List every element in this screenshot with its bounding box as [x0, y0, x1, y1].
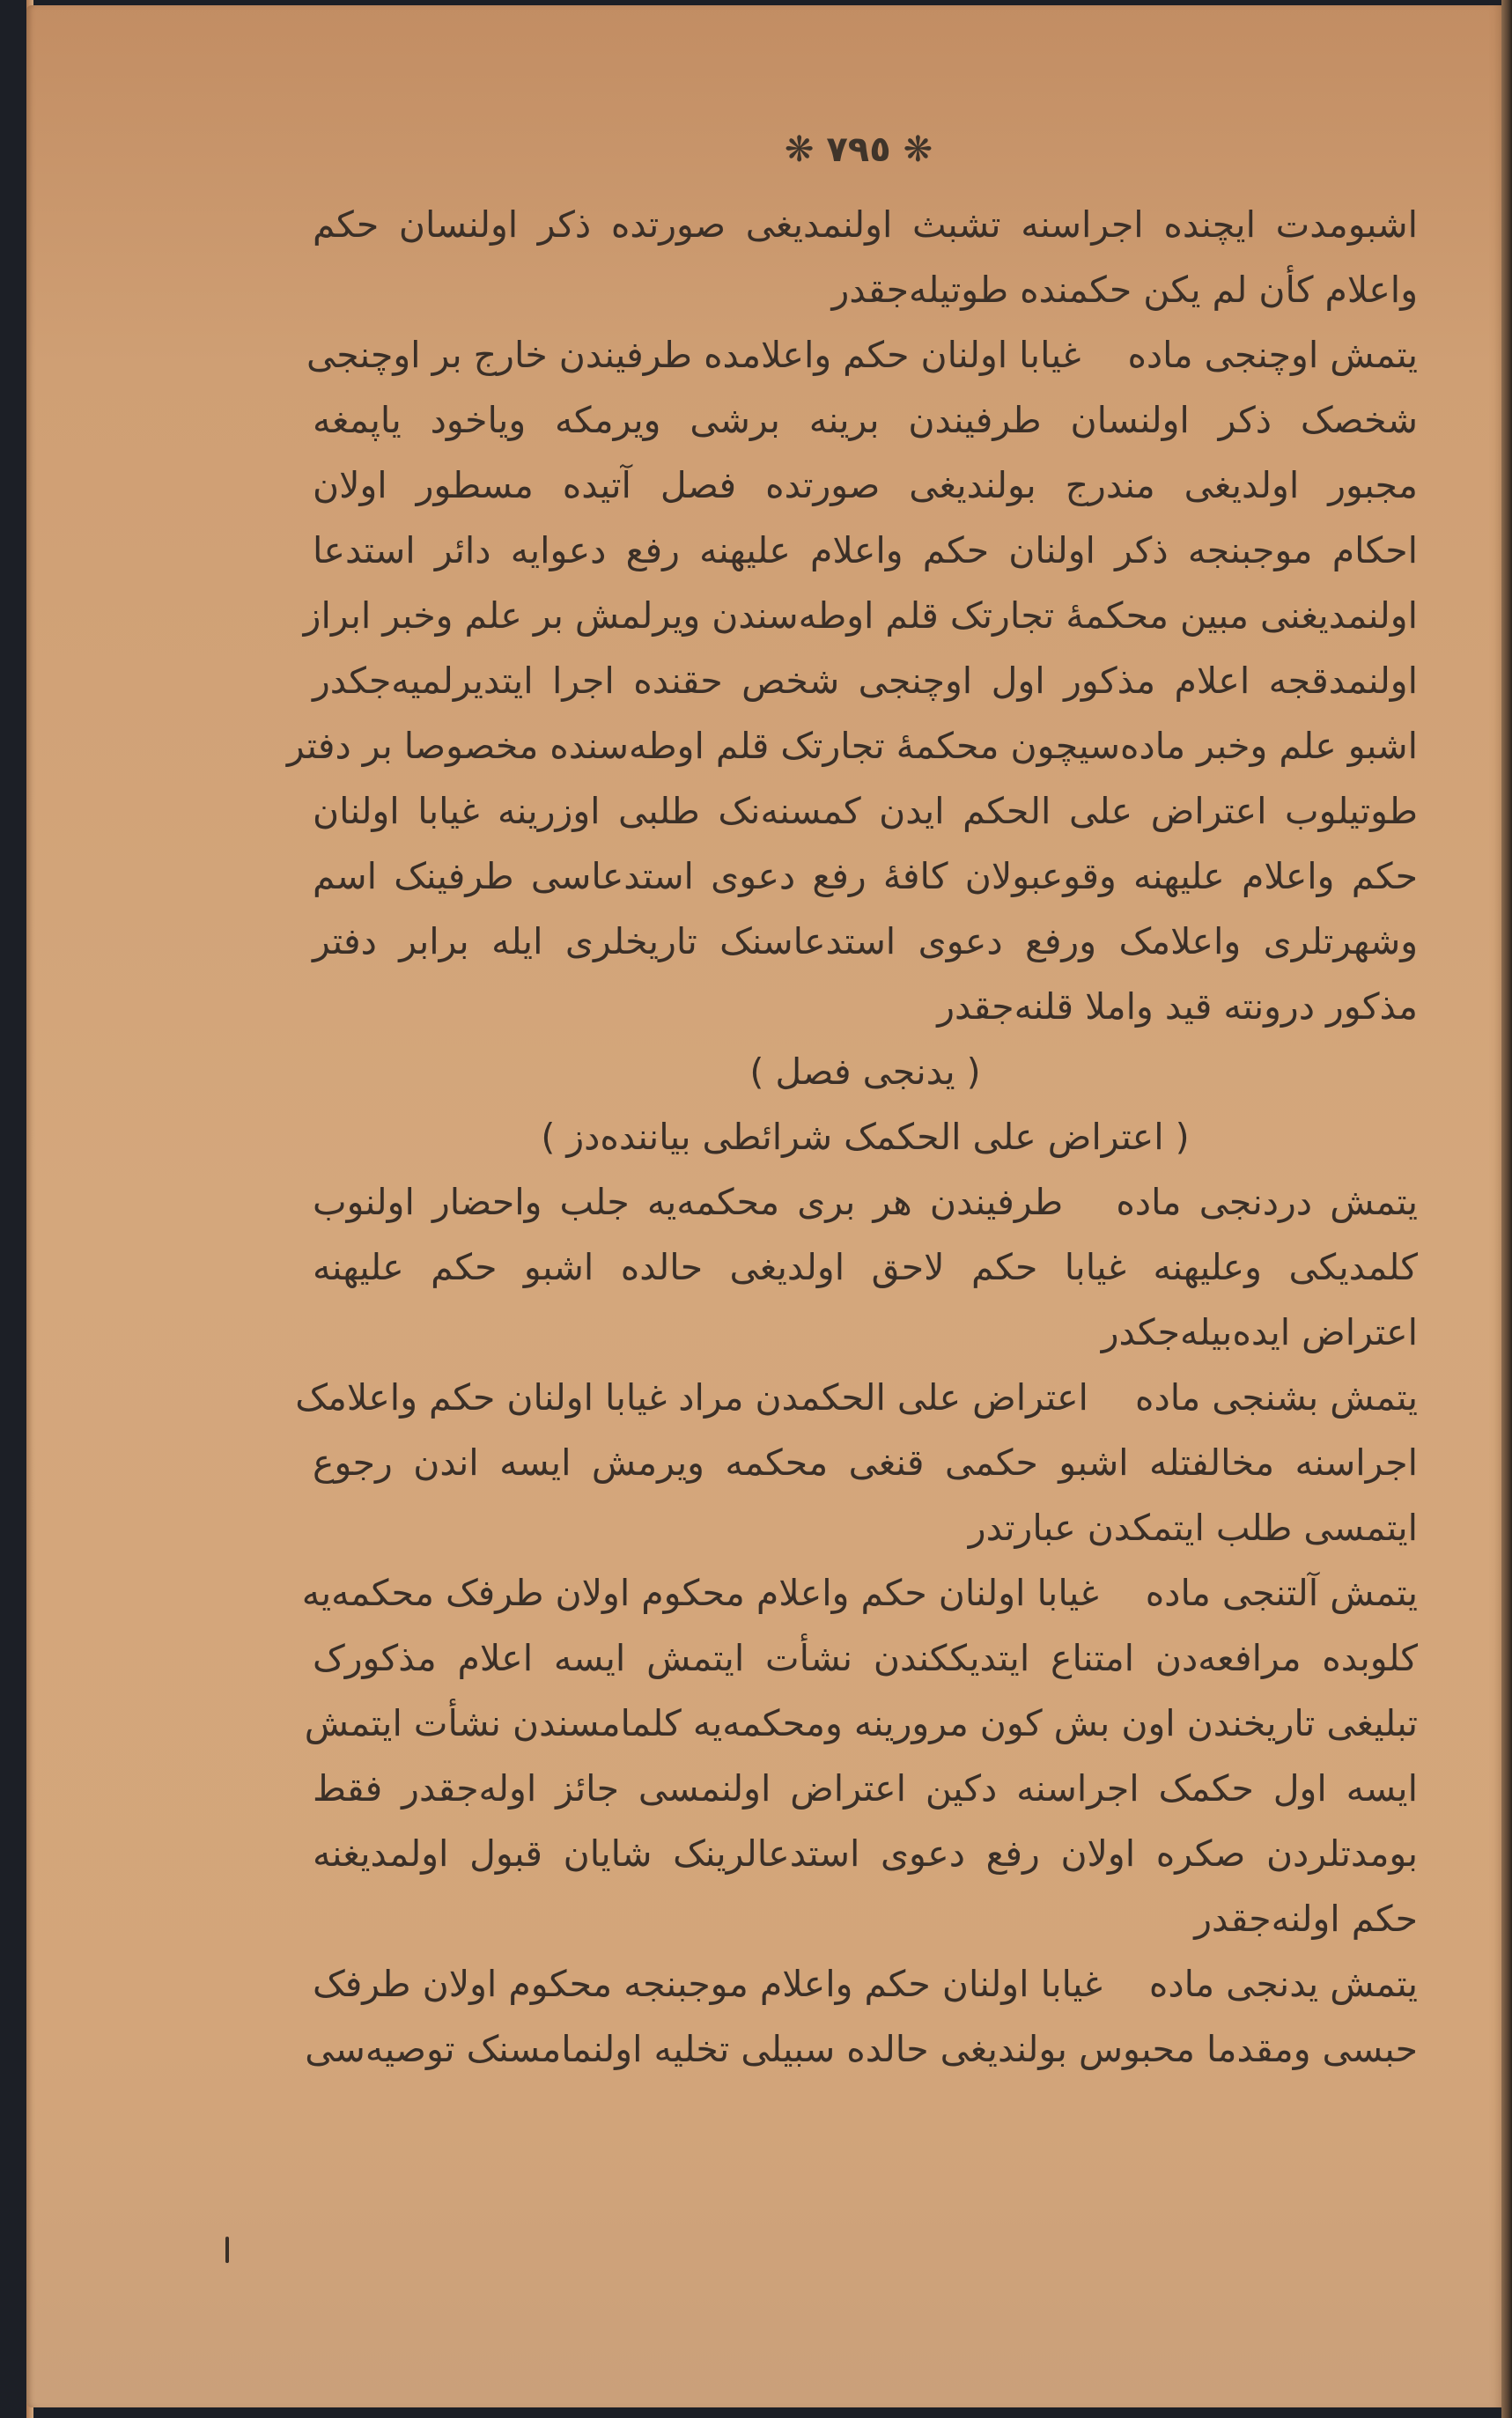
book-spine-edge [1501, 0, 1512, 2418]
text-line: حکم اولنه‌جقدر [1194, 1898, 1418, 1940]
text-line: مذکور درونته قید واملا قلنه‌جقدر [937, 985, 1418, 1028]
text-line: اجراسنه مخالفتله اشبو حکمی قنغی محکمه ویرمش ایسه اندن رجوع [313, 1441, 1418, 1484]
text-line: اشبومدت ایچنده اجراسنه تشبث اولنمدیغی صورتده ذکر اولنسان حکم [313, 203, 1418, 246]
text-line: طرفیندن هر بری محکمه‌یه جلب واحضار اولنوب [313, 1181, 1064, 1223]
text-line: اعتراض ایده‌بیله‌جکدر [1101, 1311, 1418, 1353]
article-first-line [313, 1951, 1418, 2016]
article-label: یتمش اوچنجی ماده [1127, 334, 1418, 376]
text-line: بومدتلردن صکره اولان رفع دعوی استدعالرینک شایان قبول اولمدیغنه [313, 1832, 1418, 1875]
text-line: اولنمدیغنی مبین محکمهٔ تجارتک قلم اوطه‌سندن ویرلمش بر علم وخبر ابراز [303, 594, 1418, 637]
article-first-line [306, 322, 1418, 387]
text-line: کلمدیکی وعلیهنه غیابا حکم لاحق اولدیغی حالده اشبو حکم علیهنه [313, 1246, 1418, 1288]
chapter-title: ( یدنجی فصل ) [749, 1051, 981, 1093]
article-label: یتمش آلتنجی ماده [1145, 1572, 1418, 1614]
text-line: غیابا اولنان حکم واعلام موجبنجه محکوم اولان طرفک [313, 1963, 1103, 2005]
text-line: غیابا اولنان حکم واعلام محکوم اولان طرفک محکمه‌یه [301, 1572, 1099, 1614]
page-number-header [757, 123, 960, 176]
article-first-line [301, 1560, 1418, 1626]
text-line: واعلام کأن لم یکن حکمنده طوتیله‌جقدر [831, 269, 1418, 311]
text-line: حکم واعلام علیهنه وقوعبولان کافهٔ رفع دعوی استدعاسی طرفینک اسم [313, 855, 1418, 897]
ornament-right-icon: ❋ [903, 129, 933, 170]
article-label: یتمش بشنجی ماده [1134, 1376, 1418, 1419]
article-label: یتمش یدنجی ماده [1148, 1963, 1418, 2005]
article-first-line [313, 1169, 1418, 1235]
body-text [286, 192, 1418, 2082]
ornament-left-icon: ❋ [784, 129, 815, 170]
text-line: غیابا اولنان حکم واعلامده طرفیندن خارج بر اوچنجی [306, 334, 1081, 376]
text-line: وشهرتلری واعلامک ورفع دعوی استدعاسنک تاریخلری ایله برابر دفتر [313, 920, 1418, 962]
text-line: ایسه اول حکمک اجراسنه دکین اعتراض اولنمسی جائز اوله‌جقدر فقط [313, 1767, 1418, 1810]
text-line: حبسی ومقدما محبوس بولندیغی حالده سبیلی تخلیه اولنمامسنک توصیه‌سی [305, 2028, 1418, 2070]
text-line: اولنمدقجه اعلام مذکور اول اوچنجی شخص حقنده اجرا ایتدیرلمیه‌جکدر [313, 660, 1418, 702]
text-line: ایتمسی طلب ایتمکدن عبارتدر [968, 1507, 1418, 1549]
chapter-subtitle: ( اعتراض علی الحکمک شرائطی بیاننده‌دز ) [541, 1116, 1190, 1158]
text-line: احکام موجبنجه ذکر اولنان حکم واعلام علیهنه رفع دعوایه دائر استدعا [313, 529, 1418, 571]
text-line: کلوبده مرافعه‌دن امتناع ایتدیککندن نشأت ایتمش ایسه اعلام مذکورک [313, 1637, 1418, 1679]
text-line: شخصک ذکر اولنسان طرفیندن برینه برشی ویرمکه ویاخود یاپمغه [313, 399, 1418, 441]
text-line: اشبو علم وخبر ماده‌سیچون محکمهٔ تجارتک قلم اوطه‌سنده مخصوصا بر دفتر [286, 725, 1418, 767]
article-first-line [295, 1365, 1418, 1430]
text-line: تبلیغی تاریخندن اون بش کون مرورینه ومحکمه‌یه کلمامسندن نشأت ایتمش [304, 1702, 1418, 1744]
text-line: طوتیلوب اعتراض علی الحکم ایدن کمسنه‌نک طلبی اوزرینه غیابا اولنان [313, 790, 1418, 832]
text-line: اعتراض علی الحکمدن مراد غیابا اولنان حکم واعلامک [295, 1376, 1088, 1419]
article-label: یتمش دردنجی ماده [1116, 1181, 1418, 1223]
text-line: مجبور اولدیغی مندرج بولندیغی صورتده فصل آتیده مسطور اولان [313, 464, 1418, 506]
stray-ink-mark [225, 2237, 229, 2263]
page-number: ٧٩٥ [826, 129, 891, 170]
